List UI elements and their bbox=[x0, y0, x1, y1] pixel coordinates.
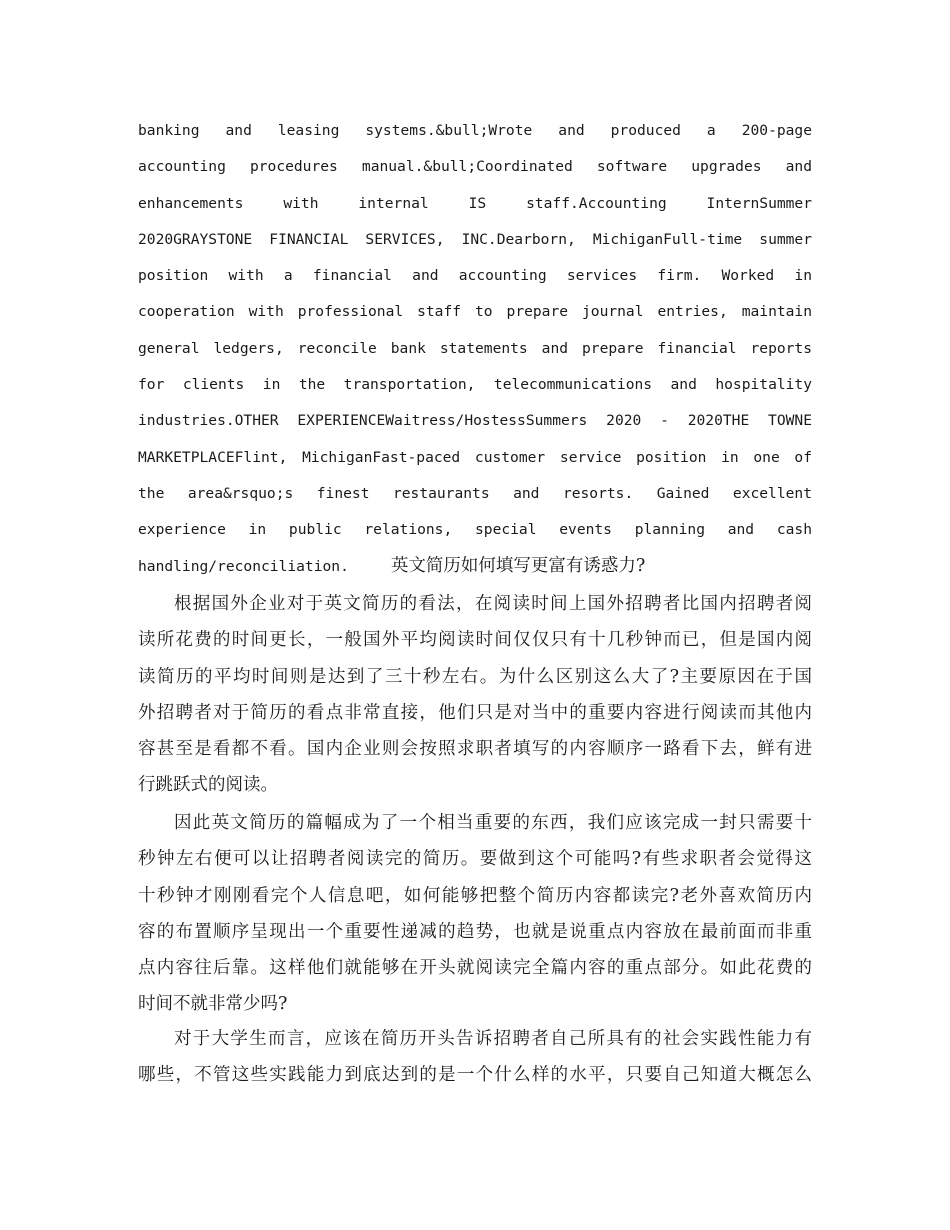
paragraph-3 bbox=[138, 1021, 812, 1094]
mixed-line bbox=[138, 549, 812, 585]
english-line: for clients in the transportation, telecommunications and hospitality bbox=[138, 376, 812, 394]
paragraph-line: 十秒钟才刚刚看完个人信息吧，如何能够把整个简历内容都读完?老外喜欢简历内 bbox=[138, 885, 812, 906]
paragraph-2 bbox=[138, 805, 812, 1023]
paragraph-line: 秒钟左右便可以让招聘者阅读完的简历。要做到这个可能吗?有些求职者会觉得这 bbox=[138, 849, 812, 870]
english-line: enhancements with internal IS staff.Accounting InternSummer bbox=[138, 194, 812, 212]
english-line: 2020GRAYSTONE FINANCIAL SERVICES, INC.Dearborn, MichiganFull-time summer bbox=[138, 230, 812, 248]
paragraph-line: 对于大学生而言，应该在简历开头告诉招聘者自己所具有的社会实践性能力有 bbox=[174, 1029, 812, 1049]
paragraph-line: 点内容往后靠。这样他们就能够在开头就阅读完全篇内容的重点部分。如此花费的 bbox=[138, 958, 812, 979]
english-line: MARKETPLACEFlint, MichiganFast-paced customer service position in one of bbox=[138, 448, 812, 466]
english-line: accounting procedures manual.&bull;Coordinated software upgrades and bbox=[138, 158, 812, 176]
paragraph-line: 读简历的平均时间则是达到了三十秒左右。为什么区别这么大了?主要原因在于国 bbox=[138, 666, 812, 687]
english-line: position with a financial and accounting services firm. Worked in bbox=[138, 267, 812, 285]
paragraph-line: 外招聘者对于简历的看点非常直接，他们只是对当中的重要内容进行阅读而其他内 bbox=[138, 702, 812, 723]
paragraph-line: 因此英文简历的篇幅成为了一个相当重要的东西，我们应该完成一封只需要十 bbox=[174, 813, 812, 833]
english-line: the area&rsquo;s finest restaurants and resorts. Gained excellent bbox=[138, 484, 812, 502]
paragraph-line: 容甚至是看都不看。国内企业则会按照求职者填写的内容顺序一路看下去，鲜有进 bbox=[138, 739, 812, 760]
english-line: general ledgers, reconcile bank statements and prepare financial reports bbox=[138, 339, 812, 357]
english-text-block bbox=[138, 113, 812, 585]
section-heading: 英文简历如何填写更富有诱惑力? bbox=[390, 555, 646, 576]
english-line: banking and leasing systems.&bull;Wrote and produced a 200-page bbox=[138, 122, 812, 139]
paragraph-line: 读所花费的时间更长，一般国外平均阅读时间仅仅只有十几秒钟而已，但是国内阅 bbox=[138, 630, 812, 651]
paragraph-line: 行跳跃式的阅读。 bbox=[138, 775, 278, 796]
paragraph-line: 时间不就非常少吗? bbox=[138, 994, 288, 1015]
english-line-end: handling/reconciliation. bbox=[138, 557, 349, 575]
paragraph-line: 容的布置顺序呈现出一个重要性递减的趋势，也就是说重点内容放在最前面而非重 bbox=[138, 921, 812, 942]
english-line: industries.OTHER EXPERIENCEWaitress/HostessSummers 2020 - 2020THE TOWNE bbox=[138, 412, 812, 430]
english-line: experience in public relations, special events planning and cash bbox=[138, 521, 812, 539]
english-line: cooperation with professional staff to prepare journal entries, maintain bbox=[138, 303, 812, 321]
paragraph-1 bbox=[138, 586, 812, 804]
paragraph-line: 根据国外企业对于英文简历的看法，在阅读时间上国外招聘者比国内招聘者阅 bbox=[174, 594, 812, 614]
paragraph-line: 哪些，不管这些实践能力到底达到的是一个什么样的水平，只要自己知道大概怎么 bbox=[138, 1065, 812, 1086]
